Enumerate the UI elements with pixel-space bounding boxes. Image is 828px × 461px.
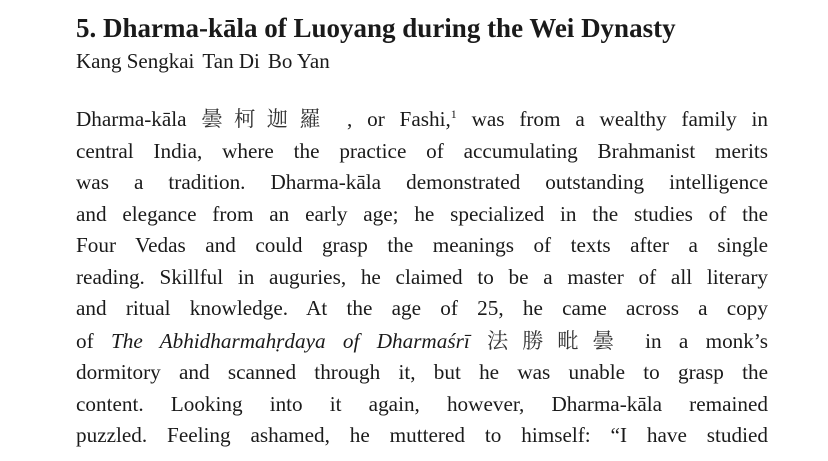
text-line: was a tradition. Dharma-kāla demonstrated outstanding intelligence: [76, 170, 768, 194]
text-line: and elegance from an early age; he specialized in the studies of the: [76, 201, 768, 226]
text-line: puzzled. Feeling ashamed, he muttered to himself: “I have studied: [76, 423, 768, 447]
text-run: was from a wealthy family in: [456, 107, 768, 131]
text-line: Four Vedas and could grasp the meanings of texts after a single: [76, 233, 768, 257]
author-name: Tan Di: [202, 49, 260, 73]
text-line: and ritual knowledge. At the age of 25, he came across a copy: [76, 296, 768, 320]
text-line: central India, where the practice of accumulating Brahmanist merits: [76, 138, 768, 163]
book-title: The Abhidharmahṛdaya of Dharmaśrī: [110, 328, 470, 353]
text-line: [76, 325, 768, 358]
text-line: content. Looking into it again, however, Dharma-kāla remained: [76, 391, 768, 416]
author-name: Kang Sengkai: [76, 49, 195, 73]
chinese-name: 曇柯迦羅: [201, 106, 333, 131]
section-authors: [76, 46, 768, 76]
text-run: of: [76, 328, 111, 353]
footnote-ref[interactable]: 1: [450, 107, 457, 121]
text-line: dormitory and scanned through it, but he was unable to grasp the: [76, 360, 768, 384]
body-paragraph: [76, 103, 768, 452]
text-line: [76, 103, 768, 136]
text-line: reading. Skillful in auguries, he claimed to be a master of all literary: [76, 264, 768, 289]
chinese-title: 法勝毗曇: [487, 327, 628, 353]
text-run: in a monk’s: [627, 328, 768, 353]
document-page: [76, 12, 768, 452]
text-run: Dharma-kāla: [76, 107, 202, 131]
text-run: , or Fashi,: [332, 107, 451, 131]
section-heading: 5. Dharma-kāla of Luoyang during the Wei Dynasty: [76, 13, 676, 43]
author-name: Bo Yan: [267, 49, 330, 73]
